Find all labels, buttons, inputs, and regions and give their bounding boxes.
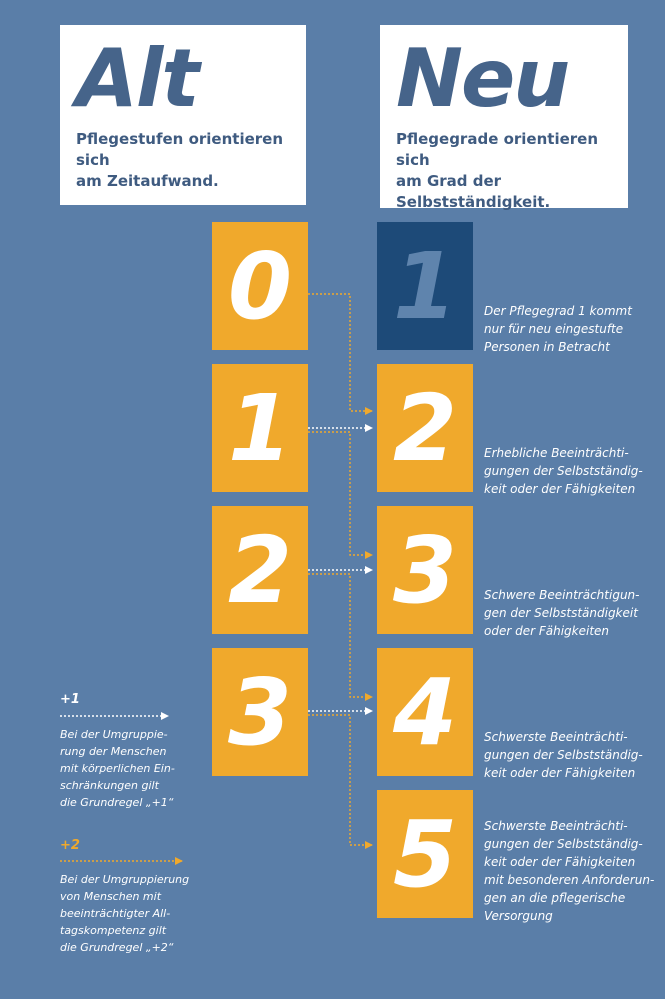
alt-subtitle-line1: Pflegestufen orientieren sich — [76, 130, 284, 169]
legend-plus2-label: +2 — [60, 838, 80, 853]
pflegegrad-box-1: 1 — [377, 222, 473, 350]
pflegegrad-box-3: 3 — [377, 506, 473, 634]
pflegegrad-3-description: Schwere Beeinträchtigun- gen der Selbstständigkeit oder der Fähigkeiten — [484, 588, 640, 638]
pflegegrad-2-description: Erhebliche Beeinträchti- gungen der Selbstständig- keit oder der Fähigkeiten — [484, 446, 643, 496]
pflegegrad-1-description: Der Pflegegrad 1 kommt nur für neu eingestufte Personen in Betracht — [484, 304, 632, 354]
legend-plus1-text: Bei der Umgruppie- rung der Menschen mit körperlichen Ein- schränkungen gilt die Grundregel „+1“ — [60, 728, 175, 809]
pflegestufe-box-0: 0 — [212, 222, 308, 350]
pflegestufe-box-1: 1 — [212, 364, 308, 492]
arrow-3-to-5 — [308, 715, 372, 845]
pflegegrad-5-description: Schwerste Beeinträchti- gungen der Selbstständig- keit oder der Fähigkeiten mit besonderen Anforderun- gen an die pflegerische Versorgung — [484, 819, 655, 923]
pflegegrad-box-5: 5 — [377, 790, 473, 918]
neu-subtitle-line1: Pflegegrade orientieren sich — [396, 130, 599, 169]
pflegestufe-box-3: 3 — [212, 648, 308, 776]
arrow-1-to-3 — [308, 432, 372, 555]
neu-subtitle-line2: am Grad der Selbstständigkeit. — [396, 172, 551, 211]
arrow-0-to-2 — [308, 294, 372, 411]
arrow-2-to-4 — [308, 574, 372, 697]
legend-plus1-label: +1 — [60, 692, 80, 707]
alt-title: Alt — [76, 32, 198, 125]
pflegegrad-box-2: 2 — [377, 364, 473, 492]
pflegegrad-4-description: Schwerste Beeinträchti- gungen der Selbstständig- keit oder der Fähigkeiten — [484, 730, 643, 780]
alt-subtitle-line2: am Zeitaufwand. — [76, 172, 219, 190]
pflegegrad-box-4: 4 — [377, 648, 473, 776]
pflegestufe-box-2: 2 — [212, 506, 308, 634]
neu-title: Neu — [396, 32, 569, 125]
legend-plus2-text: Bei der Umgruppierung von Menschen mit beeinträchtigter All- tagskompetenz gilt die Grundregel „+2“ — [60, 873, 190, 954]
